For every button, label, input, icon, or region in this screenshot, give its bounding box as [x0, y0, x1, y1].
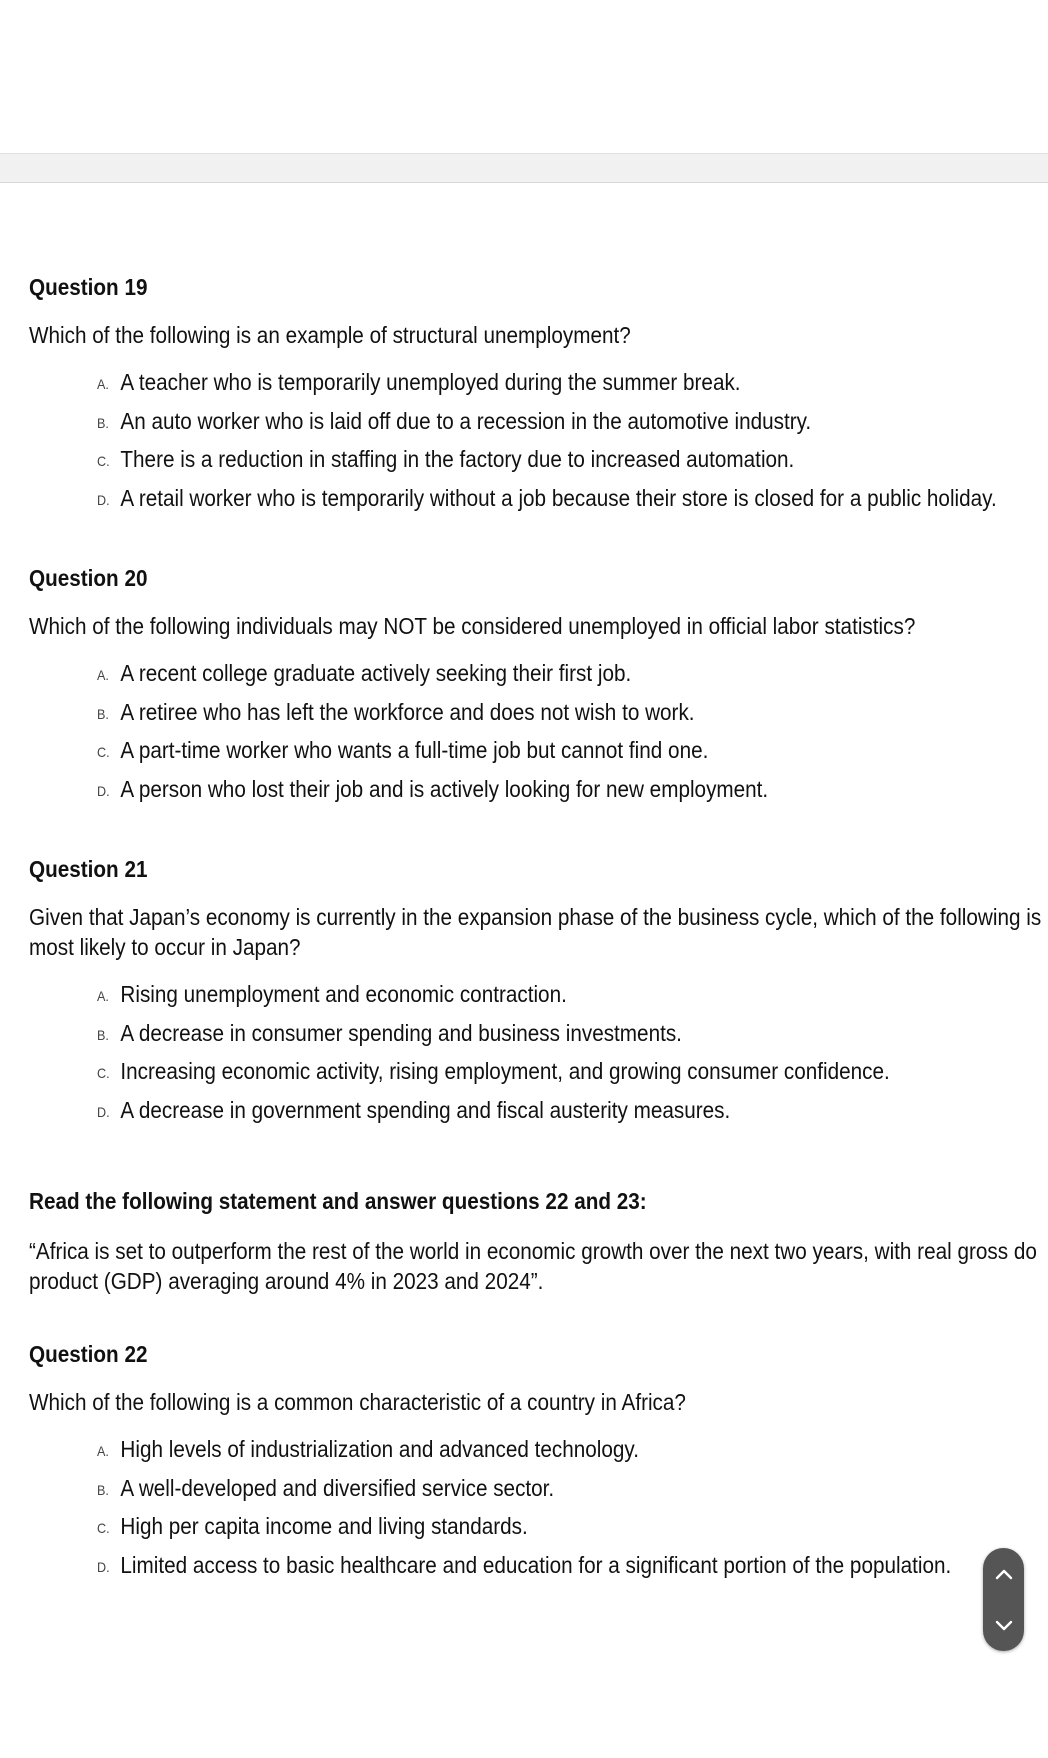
reading-heading: Read the following statement and answer questions 22 and 23:: [29, 1188, 647, 1214]
option-b: [97, 403, 953, 442]
option-a: [97, 976, 953, 1015]
page-navigation-control: [983, 1548, 1024, 1651]
option-letter: B.: [97, 414, 109, 431]
question-text: Given that Japan’s economy is currently in the expansion phase of the business cycle, which of the following is most likely to occur in Japan?: [29, 904, 1042, 960]
question-title: Question 22: [29, 1341, 148, 1367]
option-text: A retiree who has left the workforce and does not wish to work.: [120, 698, 695, 725]
question-21: [29, 854, 1048, 1130]
option-letter: C.: [97, 744, 110, 760]
option-letter: C.: [97, 453, 110, 469]
statement-line-2: product (GDP) averaging around 4% in 2023 and 2024”.: [29, 1268, 544, 1294]
option-text: A teacher who is temporarily unemployed during the summer break.: [120, 369, 741, 395]
option-c: [97, 1053, 953, 1092]
question-19: [29, 272, 1048, 518]
option-text: There is a reduction in staffing in the factory due to increased automation.: [120, 446, 795, 472]
next-page-button[interactable]: [983, 1600, 1024, 1651]
option-d: [97, 771, 953, 810]
option-text: A retail worker who is temporarily without a job because their store is closed for a public holiday.: [120, 484, 997, 511]
question-text: Which of the following individuals may NOT be considered unemployed in official labor statistics?: [29, 613, 916, 639]
option-letter: D.: [97, 491, 110, 508]
option-c: [97, 441, 953, 480]
option-letter: D.: [97, 1558, 110, 1575]
option-d: [97, 1092, 953, 1131]
option-text: A decrease in consumer spending and business investments.: [120, 1019, 682, 1046]
reading-passage: [29, 1186, 1048, 1296]
option-d: [97, 1547, 953, 1586]
chevron-down-icon: [995, 1620, 1013, 1632]
option-letter: B.: [97, 705, 109, 722]
question-text: Which of the following is an example of structural unemployment?: [29, 322, 631, 348]
chevron-up-icon: [995, 1568, 1013, 1580]
options-list: [29, 364, 1048, 518]
option-a: [97, 655, 953, 694]
option-c: [97, 732, 953, 771]
option-d: [97, 480, 997, 519]
question-22: [29, 1339, 1048, 1585]
question-title: Question 21: [29, 856, 148, 882]
question-text: Which of the following is a common characteristic of a country in Africa?: [29, 1389, 686, 1415]
option-text: Rising unemployment and economic contraction.: [120, 981, 567, 1007]
option-letter: C.: [97, 1520, 110, 1536]
question-title: Question 20: [29, 565, 148, 591]
question-20: [29, 563, 1048, 809]
option-letter: C.: [97, 1065, 110, 1081]
option-text: A decrease in government spending and fiscal austerity measures.: [120, 1096, 731, 1123]
document-content: [29, 272, 1048, 1585]
statement-line-1: “Africa is set to outperform the rest of the world in economic growth over the next two years, with real gross do: [29, 1238, 1037, 1264]
options-list: [29, 655, 1048, 809]
option-letter: A.: [97, 1443, 109, 1459]
option-letter: B.: [97, 1481, 109, 1498]
question-title: Question 19: [29, 274, 148, 300]
option-text: High levels of industrialization and advanced technology.: [120, 1436, 639, 1462]
options-list: [29, 1431, 1048, 1585]
top-toolbar-strip: [0, 153, 1048, 183]
option-b: [97, 694, 953, 733]
option-a: [97, 364, 953, 403]
option-text: High per capita income and living standards.: [120, 1513, 528, 1539]
option-text: An auto worker who is laid off due to a recession in the automotive industry.: [120, 407, 812, 434]
option-b: [97, 1015, 953, 1054]
option-text: A recent college graduate actively seeking their first job.: [120, 660, 632, 686]
previous-page-button[interactable]: [983, 1548, 1024, 1599]
option-letter: D.: [97, 782, 110, 799]
option-letter: B.: [97, 1026, 109, 1043]
option-letter: A.: [97, 667, 109, 683]
options-list: [29, 976, 1048, 1130]
option-b: [97, 1470, 953, 1509]
option-text: A well-developed and diversified service sector.: [120, 1474, 555, 1501]
option-letter: D.: [97, 1103, 110, 1120]
option-text: A part-time worker who wants a full-time job but cannot find one.: [120, 737, 709, 763]
option-text: A person who lost their job and is actively looking for new employment.: [120, 775, 769, 802]
option-letter: A.: [97, 988, 109, 1004]
option-text: Increasing economic activity, rising employment, and growing consumer confidence.: [120, 1058, 890, 1084]
option-letter: A.: [97, 376, 109, 392]
option-a: [97, 1431, 953, 1470]
option-text: Limited access to basic healthcare and education for a significant portion of the population.: [120, 1551, 952, 1578]
option-c: [97, 1508, 953, 1547]
